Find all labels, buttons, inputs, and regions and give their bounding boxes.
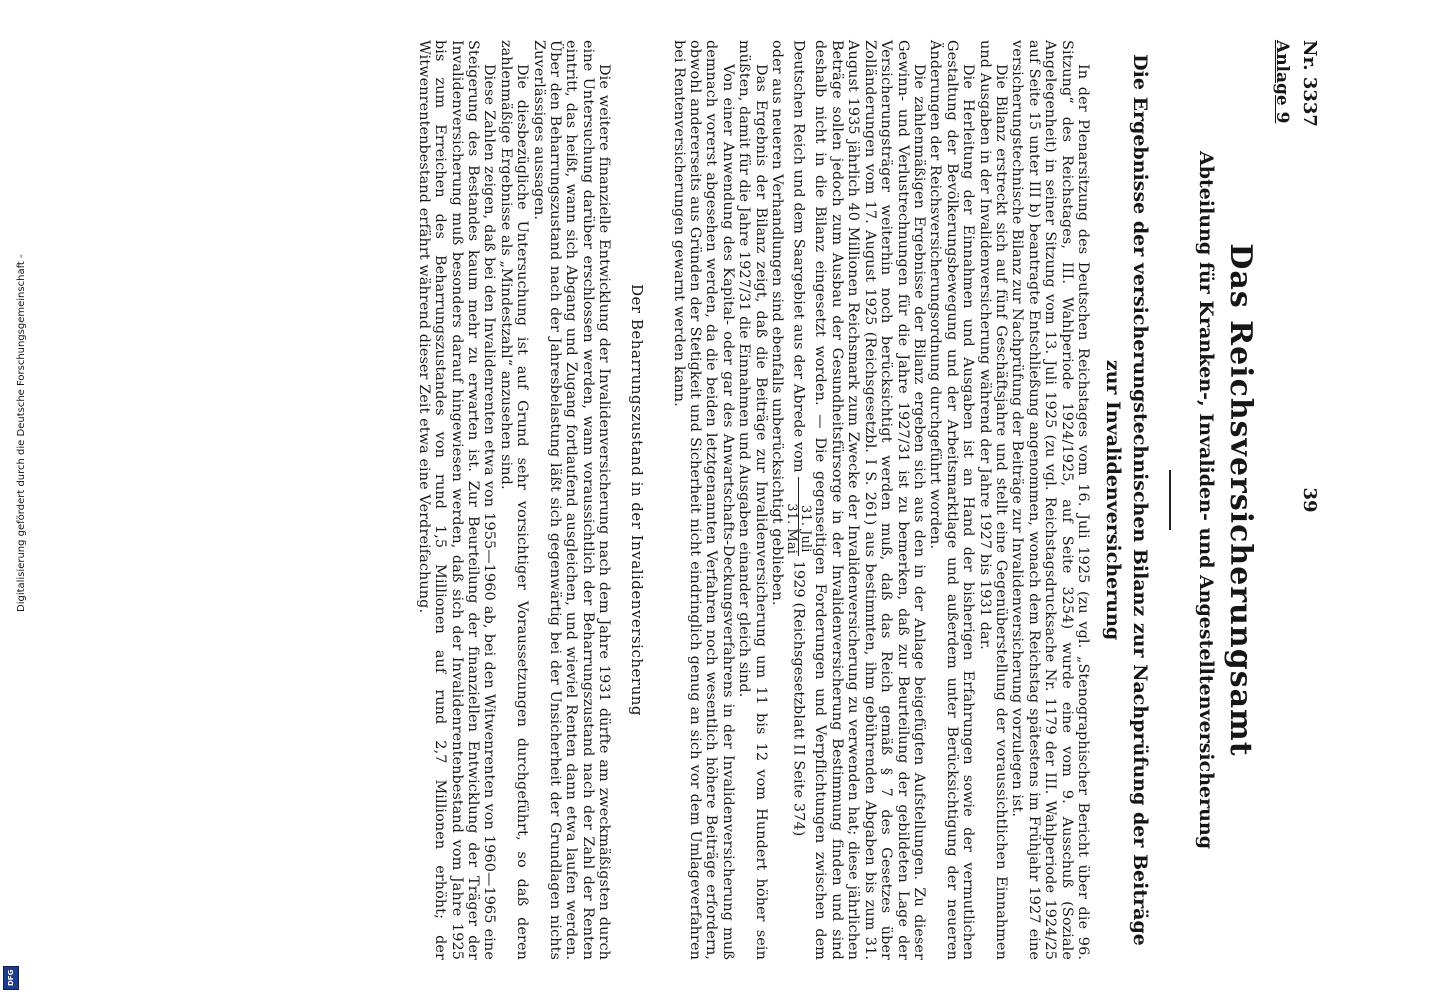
paragraph-2: Die Bilanz erstreckt sich auf fünf Geschäftsjahre und stellt eine Gegenüberstellung der voraussichtlichen Einnahmen und Ausgaben in der Invalidenversicherung während der Jahre 1927 bis 1931 dar. <box>976 40 1009 960</box>
page-number: 39 <box>1299 487 1320 513</box>
fraction-suffix: 1929 (Reichsgesetzblatt II Seite 374) <box>790 560 807 837</box>
paragraph-6: Das Ergebnis der Bilanz zeigt, daß die Beiträge zur Invalidenversicherung um 11 bis 12 vom Hundert höher sein müßten, damit für die Jahre 1927/31 die Einnahmen und Ausgaben einander gleich sind. <box>736 40 769 960</box>
document-heading: Die Ergebnisse der versicherungstechnischen Bilanz zur Nachprüfung der Beiträge zur Invalidenversicherung <box>1102 54 1151 946</box>
paragraph-1: In der Plenarsitzung des Deutschen Reichstages vom 16. Juli 1925 (zu vgl. „Stenographischer Bericht über die 96. Sitzung“ des Reichstages, III. Wahlperiode 1924/1925, auf Seite 3254) wurde eine vom 9. Ausschuß (Soziale Angelegenheit) in seiner Sitzung vom 13. Juli 1925 (zu vgl. Reichstagsdrucksache Nr. 1179 der III. Wahlperiode 1924/25 auf Seite 15 unter III b) beantragte Entschließung angenommen, wonach dem Reichstag spätestens im Frühjahr 1927 eine versicherungstechnische Bilanz zur Nachprüfung der Beiträge zur Invalidenversicherung vorzulegen ist. <box>1009 40 1091 960</box>
scanned-page <box>100 0 1330 1000</box>
paragraph-5: oder aus neueren Verhandlungen sind ebenfalls unberücksichtigt geblieben. <box>769 40 786 606</box>
section-paragraph-1: Die weitere finanzielle Entwicklung der Invalidenversicherung nach dem Jahre 1931 dürfte am zweckmäßigsten durch eine Untersuchung darüber erschlossen werden, wann voraussichtlich der Beharrungszustand nach der Zahl der Renten eintritt, das heißt, wann sich Abgang und Zugang fortlaufend ausgleichen, und wieviel Renten dann etwa laufen werden. Über den Beharrungszustand nach der Jahresbelastung läßt sich gegenwärtig bei der Unsicherheit der Grundlagen nichts Zuverlässiges aussagen. <box>530 40 613 960</box>
appendix-label: Anlage 9 <box>1272 40 1292 124</box>
section-paragraph-3: Diese Zahlen zeigen, daß bei den Invalidenrenten etwa von 1955—1960 ab, bei den Witwenrenten von 1960—1965 eine Steigerung des Bestandes kaum mehr zu erwarten ist. Zur Beurteilung der finanziellen Entwicklung der Träger der Invalidenversicherung muß besonders darauf hingewiesen werden, daß sich der Invalidenrentenbestand vom Jahre 1925 bis zum Erreichen des Beharrungszustandes von rund 1,5 Millionen auf rund 2,7 Millionen erhöht; der Witwenrentenbestand erfährt während dieser Zeit etwa eine Verdreifachung. <box>415 40 498 960</box>
paragraph-3: Die Herleitung der Einnahmen und Ausgaben ist an Hand der bisherigen Erfahrungen sowie der vermutlichen Gestaltung der Bevölkerungsbewegung und der Arbeitsmarktlage und außerdem unter Berücksichtigung der neueren Änderungen der Reichsversicherungsordnung durchgeführt worden. <box>927 40 977 960</box>
page-header <box>1272 40 1320 960</box>
date-fraction <box>785 477 812 556</box>
paragraph-4 <box>785 40 927 960</box>
dfg-logo-icon: DFG <box>3 966 19 990</box>
paragraph-7: Von einer Anwendung des Kapital- oder gar des Anwartschafts-Deckungsverfahrens in der Invalidenversicherung muß demnach vorerst abgesehen werden, da die beiden letztgenannten Verfahren noch wesentlich höhere Beiträge erfordern, obwohl andererseits aus Gründen der Stetigkeit und Sicherheit nicht eindringlich genug an sich vor dem Umlageverfahren bei Rentenversicherungen gewarnt werden kann. <box>670 40 736 960</box>
section-subheading: Der Beharrungszustand in der Invalidenversicherung <box>628 284 647 716</box>
department-subtitle: Abteilung für Kranken-, Invaliden- und Angestelltenversicherung <box>1195 150 1217 850</box>
paragraph-4-text: Die zahlenmäßigen Ergebnisse der Bilanz ergeben sich aus den in der Anlage beigefügten Aufstellungen. Zu dieser Gewinn- und Verlustrechnungen für die Jahre 1927/31 ist zu bemerken, daß zur Beurteilung der gebildeten Lage der Versicherungsträger weiterhin noch berücksichtigt werden muß, daß das Reich gemäß § 7 des Gesetzes über Zolländerungen vom 17. August 1925 (Reichsgesetzbl. I S. 261) aus bestimmten, ihm gebührenden Abgaben bis zum 31. August 1935 jährlich 40 Millionen Reichsmark zum Zwecke der Invalidenversicherung zu verwenden hat; diese jährlichen Beträge sollen jedoch zum Ausbau der Gesundheitsfürsorge in der Invalidenversicherung Bestimmung finden und sind deshalb nicht in die Bilanz eingesetzt worden. — Die gegenseitigen Forderungen und Verpflichtungen zwischen dem Deutschen Reich und dem Saargebiet aus der Abrede vom <box>790 40 927 960</box>
institution-title: Das Reichsversicherungsamt <box>1223 243 1258 757</box>
divider <box>1169 470 1171 530</box>
section-paragraph-2: Die diesbezügliche Untersuchung ist auf Grund sehr vorsichtiger Voraussetzungen durchgeführt, so daß deren zahlenmäßige Ergebnisse als „Mindestzahl“ anzusehen sind. <box>497 40 531 960</box>
fraction-numerator: 31. Juli <box>798 477 812 556</box>
document-number: Nr. 3337 <box>1299 40 1320 127</box>
fraction-denominator: 31. Mai <box>784 503 800 555</box>
digitization-footer <box>0 0 27 1000</box>
funding-notice: Digitalisierung gefördert durch die Deutsche Forschungsgemeinschaft - <box>16 254 27 612</box>
